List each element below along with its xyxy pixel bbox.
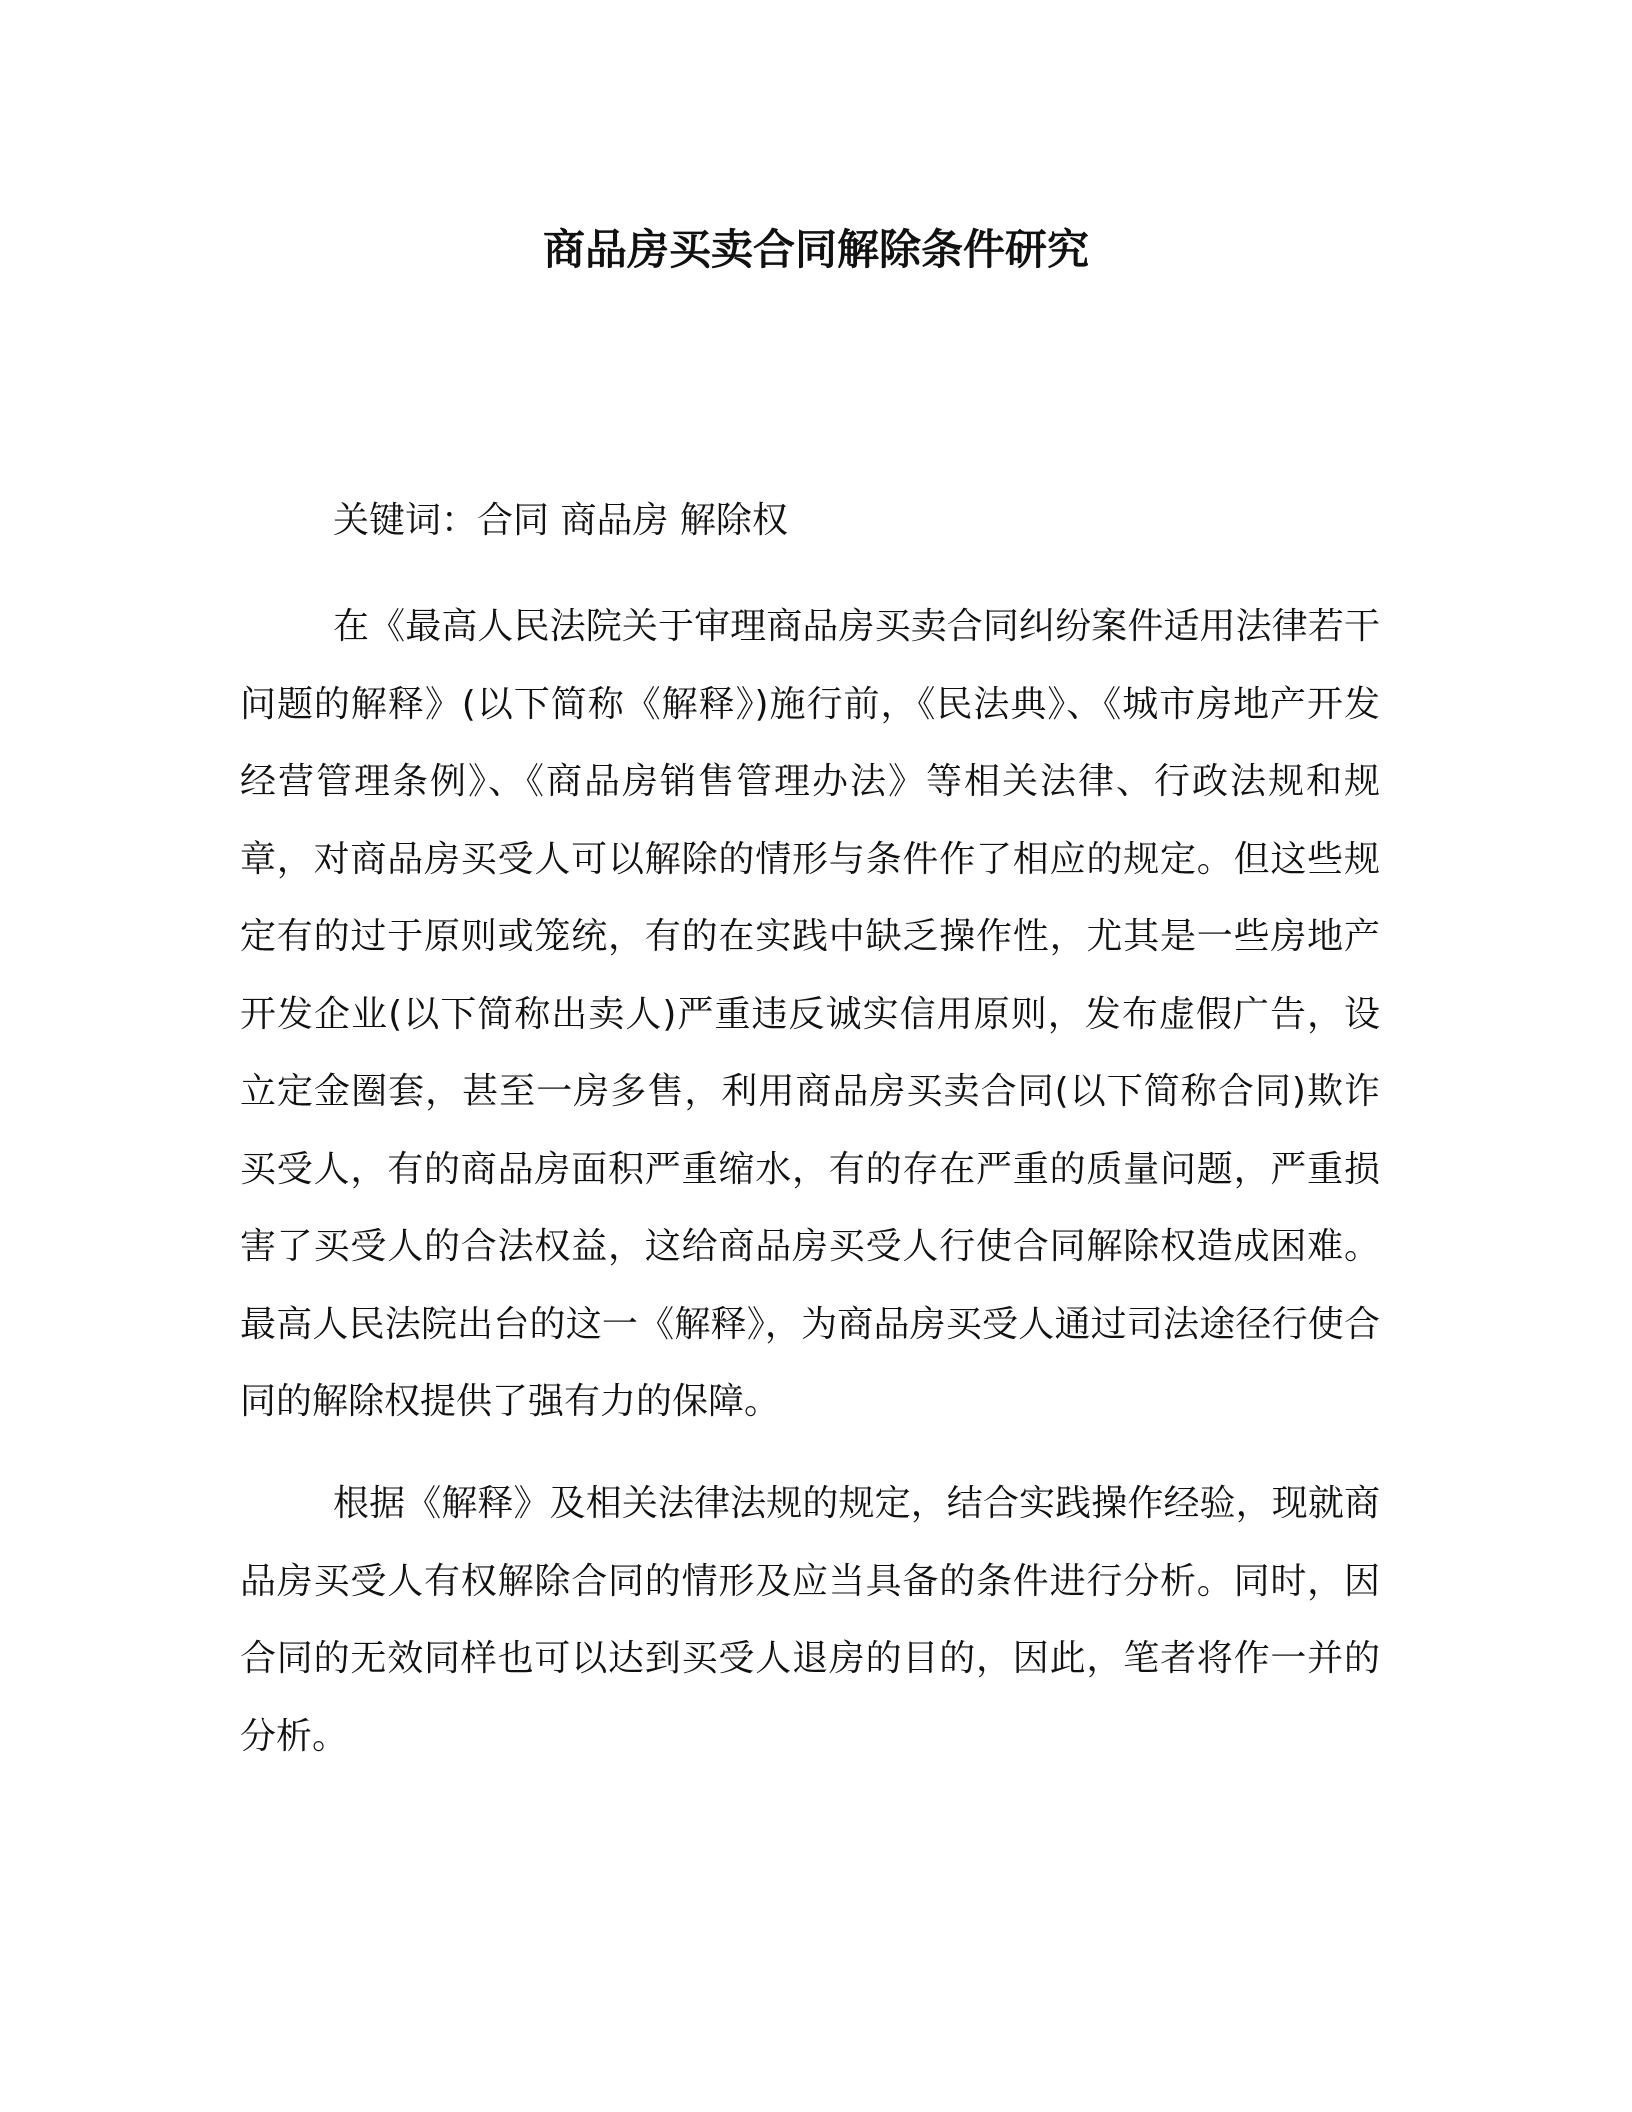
keywords-line: 关键词：合同 商品房 解除权 xyxy=(333,500,788,541)
paragraph-2: 根据《解释》及相关法律法规的规定，结合实践操作经验，现就商品房买受人有权解除合同的情形及应当具备的条件进行分析。同时，因合同的无效同样也可以达到买受人退房的目的，因此，笔者将作一并的分析。 xyxy=(240,1483,1380,1757)
document-title: 商品房买卖合同解除条件研究 xyxy=(542,225,1089,274)
paragraph-1: 在《最高人民法院关于审理商品房买卖合同纠纷案件适用法律若干问题的解释》(以下简称《解释》)施行前，《民法典》、《城市房地产开发经营管理条例》、《商品房销售管理办法》等相关法律、行政法规和规章，对商品房买受人可以解除的情形与条件作了相应的规定。但这些规定有的过于原则或笼统，有的在实践中缺乏操作性，尤其是一些房地产开发企业(以下简称出卖人)严重违反诚实信用原则，发布虚假广告，设立定金圈套，甚至一房多售，利用商品房买卖合同(以下简称合同)欺诈买受人，有的商品房面积严重缩水，有的存在严重的质量问题，严重损害了买受人的合法权益，这给商品房买受人行使合同解除权造成困难。最高人民法院出台的这一《解释》，为商品房买受人通过司法途径行使合同的解除权提供了强有力的保障。 xyxy=(240,606,1380,1422)
